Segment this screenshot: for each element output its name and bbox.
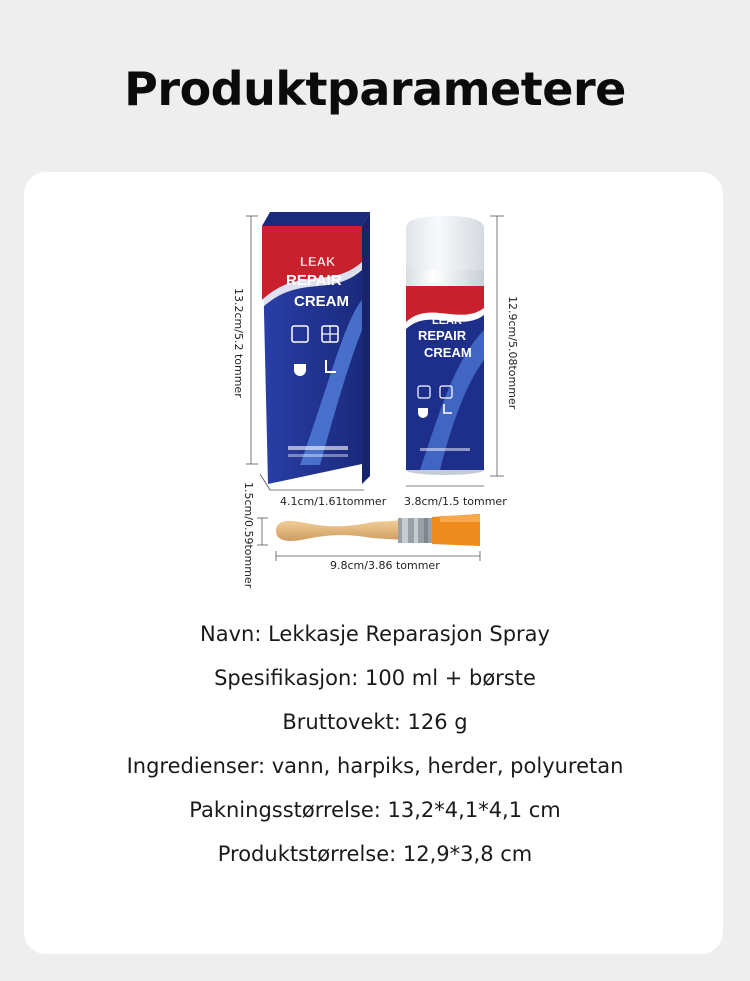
spec-name: Navn: Lekkasje Reparasjon Spray	[200, 622, 550, 646]
bathroom-icon	[294, 364, 306, 376]
can-product-name-line1: LEAK	[432, 315, 462, 327]
box-height-label: 13.2cm/5.2 tommer	[232, 288, 245, 398]
spec-product-size: Produktstørrelse: 12,9*3,8 cm	[217, 842, 533, 866]
box-product-name-line3: CREAM	[294, 293, 349, 310]
spec-specification: Spesifikasjon: 100 ml + børste	[214, 666, 536, 690]
box-width-label: 4.1cm/1.61tommer	[280, 495, 387, 508]
page-title: Produktparametere	[124, 62, 626, 116]
can-product-name-line2: REPAIR	[418, 328, 467, 343]
brush-length-label: 9.8cm/3.86 tommer	[330, 559, 440, 572]
spec-list	[0, 612, 750, 876]
can-product-name-line3: CREAM	[424, 345, 472, 360]
brush-width-label: 1.5cm/0.59tommer	[242, 482, 255, 589]
box-product-name-line2: REPAIR	[286, 272, 342, 289]
box-product-name-line1: LEAK	[300, 254, 336, 269]
can-bathroom-icon	[418, 408, 428, 418]
brush	[276, 514, 480, 546]
spec-package-size: Pakningsstørrelse: 13,2*4,1*4,1 cm	[189, 798, 561, 822]
can-height-label: 12.9cm/5.08tommer	[506, 296, 519, 410]
spec-gross-weight: Bruttovekt: 126 g	[282, 710, 468, 734]
packaging-box	[262, 212, 370, 484]
spec-ingredients: Ingredienser: vann, harpiks, herder, polyuretan	[126, 754, 624, 778]
spray-can	[406, 216, 484, 475]
can-width-label: 3.8cm/1.5 tommer	[404, 495, 507, 508]
